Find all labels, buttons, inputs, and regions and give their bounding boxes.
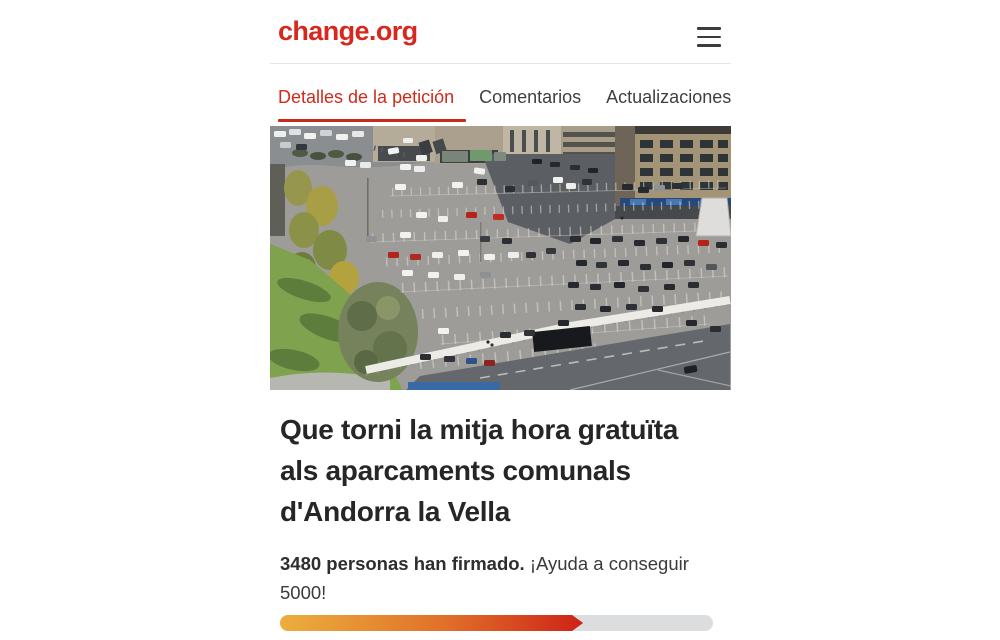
hamburger-icon (697, 27, 721, 30)
mobile-content-column (270, 0, 731, 640)
tab-comments[interactable]: Comentarios (479, 87, 582, 107)
signature-progress-bar (280, 615, 713, 631)
petition-title (280, 409, 730, 532)
petition-title-line: Que torni la mitja hora gratuïta (280, 414, 679, 445)
signature-summary (280, 549, 712, 607)
tab-updates[interactable]: Actualizaciones (606, 87, 731, 107)
change-org-logo[interactable]: change.org (278, 16, 418, 46)
signature-count-text: 3480 personas han firmado. (280, 553, 525, 574)
parking-lot-illustration (270, 126, 731, 390)
signature-goal-text: ¡Ayuda a conseguir 5000! (280, 553, 689, 603)
tab-bar (278, 82, 731, 112)
active-tab-underline (278, 119, 466, 122)
petition-photo (270, 126, 731, 390)
header-divider (270, 63, 731, 64)
signature-progress-fill (280, 615, 583, 631)
petition-title-line: als aparcaments comunals (280, 455, 631, 486)
hamburger-icon (697, 44, 721, 47)
hamburger-icon (697, 36, 721, 39)
petition-title-line: d'Andorra la Vella (280, 496, 511, 527)
tab-petition-details[interactable]: Detalles de la petición (278, 87, 455, 107)
menu-button[interactable] (697, 27, 721, 47)
